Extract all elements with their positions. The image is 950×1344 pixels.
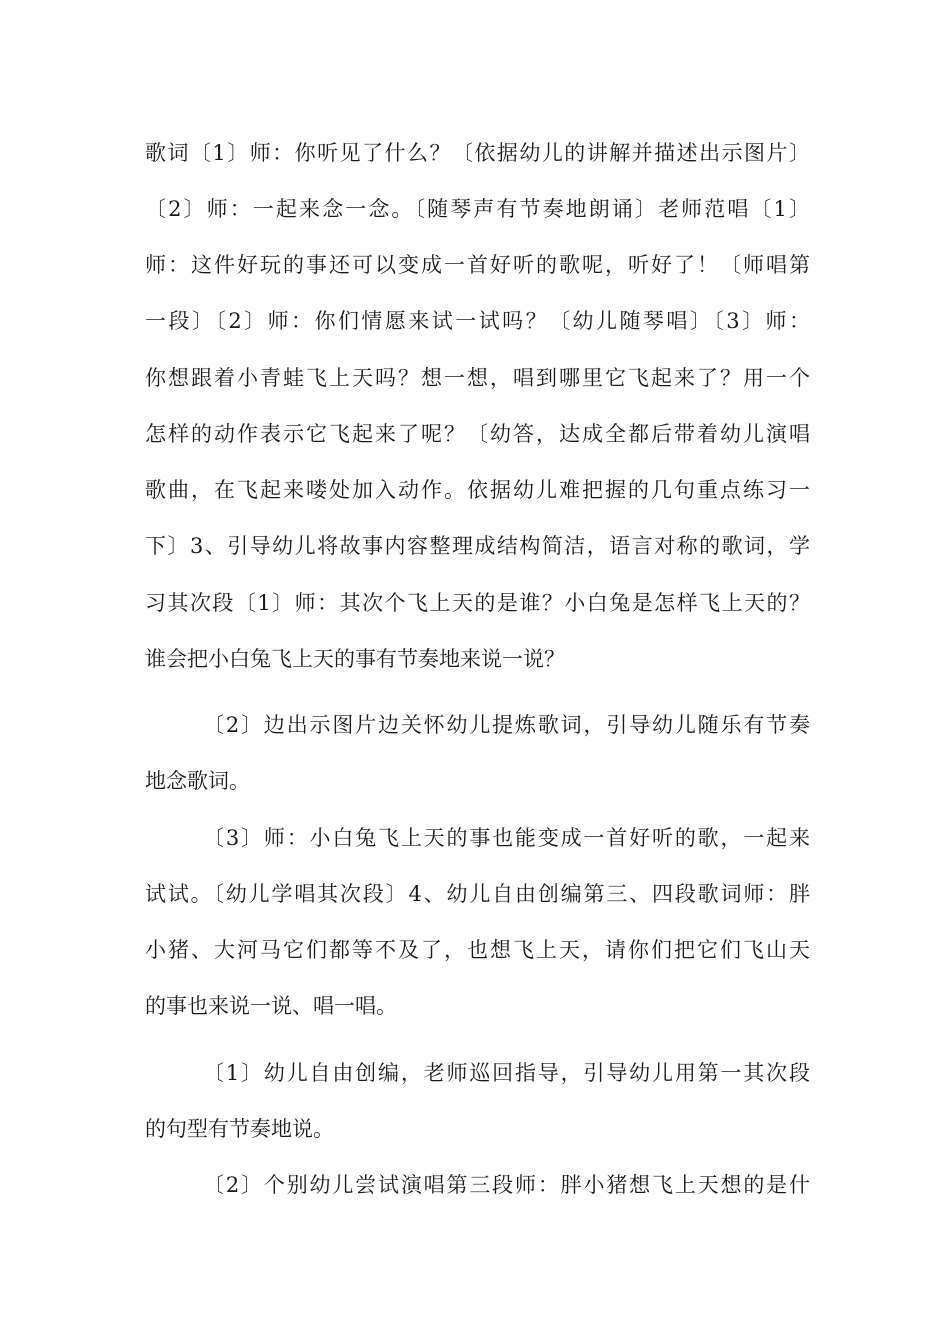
text-line-5: 你想跟着小青蛙飞上天吗？想一想，唱到哪里它飞起来了？用一个 <box>145 366 810 390</box>
text-line-6: 怎样的动作表示它飞起来了呢？〔幼答，达成全都后带着幼儿演唱 <box>145 422 810 446</box>
paragraph-4-line-1: 〔1〕幼儿自由创编，老师巡回指导，引导幼儿用第一其次段 <box>203 1061 810 1085</box>
text-line-3: 师：这件好玩的事还可以变成一首好听的歌呢，听好了！〔师唱第 <box>145 253 810 277</box>
paragraph-3-line-2: 试试。〔幼儿学唱其次段〕4、幼儿自由创编第三、四段歌词师：胖 <box>145 882 810 906</box>
paragraph-3-line-4: 的事也来说一说、唱一唱。 <box>145 994 397 1018</box>
paragraph-2-line-1: 〔2〕边出示图片边关怀幼儿提炼歌词，引导幼儿随乐有节奏 <box>203 713 810 737</box>
paragraph-3-line-1: 〔3〕师：小白兔飞上天的事也能变成一首好听的歌，一起来 <box>203 826 810 850</box>
text-line-2: 〔2〕师：一起来念一念。〔随琴声有节奏地朗诵〕老师范唱〔1〕 <box>145 197 810 221</box>
text-line-7: 歌曲，在飞起来喽处加入动作。依据幼儿难把握的几句重点练习一 <box>145 478 810 502</box>
text-line-10: 谁会把小白兔飞上天的事有节奏地来说一说？ <box>145 647 565 671</box>
paragraph-2-line-2: 地念歌词。 <box>145 769 250 793</box>
text-line-9: 习其次段〔1〕师：其次个飞上天的是谁？小白兔是怎样飞上天的？ <box>145 591 810 615</box>
paragraph-3-line-3: 小猪、大河马它们都等不及了，也想飞上天，请你们把它们飞山天 <box>145 938 810 962</box>
text-line-4: 一段〕〔2〕师：你们情愿来试一试吗？〔幼儿随琴唱〕〔3〕师： <box>145 309 810 333</box>
text-line-1: 歌词〔1〕师：你听见了什么？〔依据幼儿的讲解并描述出示图片〕 <box>145 141 810 165</box>
paragraph-4-line-2: 的句型有节奏地说。 <box>145 1117 334 1141</box>
text-line-8: 下〕3、引导幼儿将故事内容整理成结构简洁，语言对称的歌词，学 <box>145 534 810 558</box>
paragraph-5-line-1: 〔2〕个别幼儿尝试演唱第三段师：胖小猪想飞上天想的是什 <box>203 1173 810 1197</box>
